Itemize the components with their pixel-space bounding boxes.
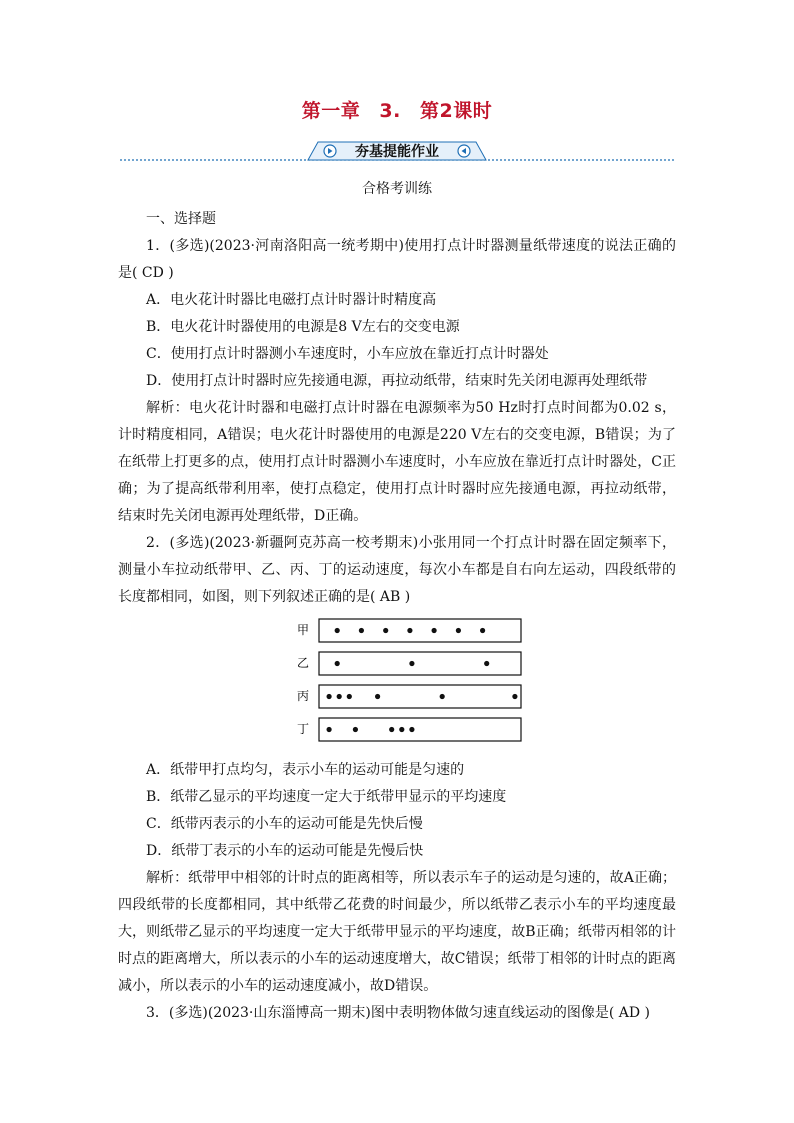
tape-dot xyxy=(409,727,414,732)
tape-dot xyxy=(347,694,352,699)
tape-dot xyxy=(512,694,517,699)
question-2-option-a: A．纸带甲打点均匀，表示小车的运动可能是匀速的 xyxy=(146,762,465,778)
question-1-option-b: B．电火花计时器使用的电源是8 V左右的交变电源 xyxy=(146,319,460,335)
left-arrow-icon xyxy=(324,145,336,157)
tape-label: 甲 xyxy=(297,623,310,637)
tape-dot xyxy=(440,694,445,699)
tape-dot xyxy=(409,661,414,666)
tape-dot xyxy=(480,628,485,633)
tape-dot xyxy=(432,628,437,633)
question-1-stem: 1．(多选)(2023·河南洛阳高一统考期中)使用打点计时器测量纸带速度的说法正确的是( CD ) xyxy=(118,238,676,281)
tape-dot xyxy=(407,628,412,633)
tape-dot xyxy=(389,727,394,732)
tape-strip xyxy=(319,619,521,642)
question-1-option-c: C．使用打点计时器测小车速度时，小车应放在靠近打点计时器处 xyxy=(146,346,549,362)
tape-dot xyxy=(327,694,332,699)
question-2-option-d: D．纸带丁表示的小车的运动可能是先慢后快 xyxy=(146,843,424,859)
paper-tape-figure xyxy=(118,617,676,749)
section-heading: 一、选择题 xyxy=(146,211,216,227)
banner xyxy=(120,138,674,164)
tape-dot xyxy=(399,727,404,732)
tape-label: 乙 xyxy=(297,656,310,670)
tape-dot xyxy=(383,628,388,633)
tape-strip xyxy=(319,652,521,675)
tape-dot xyxy=(375,694,380,699)
tape-dot xyxy=(327,727,332,732)
question-1-option-d: D．使用打点计时器时应先接通电源，再拉动纸带，结束时先关闭电源再处理纸带 xyxy=(146,373,648,389)
tape-dot xyxy=(335,661,340,666)
tape-label: 丁 xyxy=(297,722,310,736)
tape-strip xyxy=(319,718,521,741)
tape-dots xyxy=(327,628,518,732)
tape-dot xyxy=(337,694,342,699)
question-2-stem: 2．(多选)(2023·新疆阿克苏高一校考期末)小张用同一个打点计时器在固定频率下，测量小车拉动纸带甲、乙、丙、丁的运动速度，每次小车都是自右向左运动，四段纸带的长度都相同，如图，则下列叙述正确的是( AB ) xyxy=(118,535,676,605)
chapter-label: 第一章 xyxy=(301,100,361,122)
content xyxy=(118,206,676,1027)
tape-dot xyxy=(484,661,489,666)
question-2-option-b: B．纸带乙显示的平均速度一定大于纸带甲显示的平均速度 xyxy=(146,789,507,805)
tape-dot xyxy=(456,628,461,633)
question-1-option-a: A．电火花计时器比电磁打点计时器计时精度高 xyxy=(146,292,437,308)
lesson-label: 第2课时 xyxy=(419,100,493,122)
tape-dot xyxy=(353,727,358,732)
tape-dot xyxy=(359,628,364,633)
question-1-analysis: 解析：电火花计时器和电磁打点计时器在电源频率为50 Hz时打点时间都为0.02 s，计时精度相同，A错误；电火花计时器使用的电源是220 V左右的交变电源，B错误；为了在纸带上打更多的点，使用打点计时器测小车速度时，小车应放在靠近打点计时器处，C正确；为了提高纸带利用率，使打点稳定，使用打点计时器时应先接通电源，再拉动纸带，结束时先关闭电源再处理纸带，D正确。 xyxy=(118,400,676,524)
page-title xyxy=(0,96,794,123)
tape-dot xyxy=(335,628,340,633)
question-3-stem: 3．(多选)(2023·山东淄博高一期末)图中表明物体做匀速直线运动的图像是( AD ) xyxy=(146,1005,650,1021)
right-arrow-icon xyxy=(458,145,470,157)
banner-text: 夯基提能作业 xyxy=(355,144,439,160)
paper-tape-diagram xyxy=(293,617,523,747)
section-label: 3. xyxy=(379,100,401,122)
tape-label: 丙 xyxy=(297,689,310,703)
question-2-analysis: 解析：纸带甲中相邻的计时点的距离相等，所以表示车子的运动是匀速的，故A正确；四段纸带的长度都相同，其中纸带乙花费的时间最少，所以纸带乙表示小车的平均速度最大，则纸带乙显示的平均速度一定大于纸带甲显示的平均速度，故B正确；纸带丙相邻的计时点的距离增大，所以表示的小车的运动速度增大，故C错误；纸带丁相邻的计时点的距离减小，所以表示的小车的运动速度减小，故D错误。 xyxy=(118,870,676,994)
section-subtitle: 合格考训练 xyxy=(362,181,432,197)
question-2-option-c: C．纸带丙表示的小车的运动可能是先快后慢 xyxy=(146,816,423,832)
